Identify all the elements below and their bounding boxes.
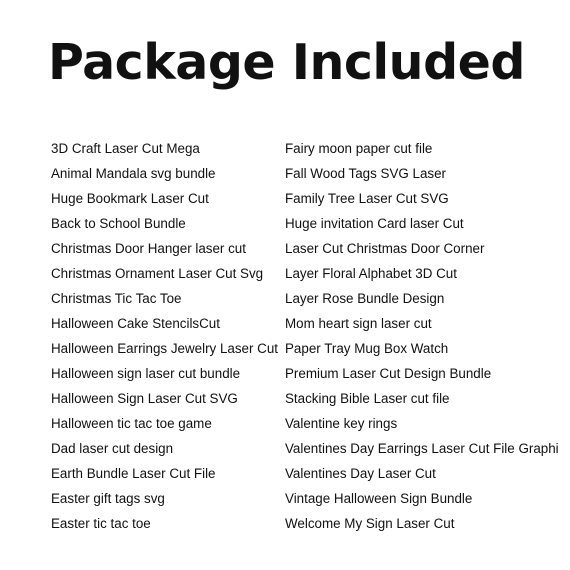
list-item: Easter tic tac toe [51, 516, 151, 531]
package-list-right [285, 136, 567, 536]
list-item: Vintage Halloween Sign Bundle [285, 491, 473, 506]
list-item: Valentines Day Laser Cut [285, 466, 436, 481]
list-item: Welcome My Sign Laser Cut [285, 516, 455, 531]
list-item: Fairy moon paper cut file [285, 141, 433, 156]
list-item: Stacking Bible Laser cut file [285, 391, 450, 406]
list-item: Halloween Sign Laser Cut SVG [51, 391, 238, 406]
list-item: Animal Mandala svg bundle [51, 166, 216, 181]
list-item: Huge invitation Card laser Cut [285, 216, 464, 231]
list-item: Christmas Ornament Laser Cut Svg [51, 266, 264, 281]
list-item: Dad laser cut design [51, 441, 174, 456]
list-item: Valentines Day Earrings Laser Cut File Graphi [285, 441, 559, 456]
list-item: Layer Floral Alphabet 3D Cut [285, 266, 457, 281]
list-item: Mom heart sign laser cut [285, 316, 432, 331]
list-item: Halloween tic tac toe game [51, 416, 212, 431]
list-item: Halloween Cake StencilsCut [51, 316, 220, 331]
list-item: Back to School Bundle [51, 216, 186, 231]
list-item: Laser Cut Christmas Door Corner [285, 241, 485, 256]
list-item: Christmas Tic Tac Toe [51, 291, 182, 306]
list-item: Easter gift tags svg [51, 491, 165, 506]
list-item: Paper Tray Mug Box Watch [285, 341, 449, 356]
list-item: Fall Wood Tags SVG Laser [285, 166, 447, 181]
list-item: 3D Craft Laser Cut Mega [51, 141, 200, 156]
package-list-left [51, 136, 279, 536]
list-item: Layer Rose Bundle Design [285, 291, 445, 306]
page-title: Package Included [48, 34, 525, 91]
list-item: Valentine key rings [285, 416, 398, 431]
list-item: Premium Laser Cut Design Bundle [285, 366, 492, 381]
list-item: Family Tree Laser Cut SVG [285, 191, 449, 206]
list-item: Christmas Door Hanger laser cut [51, 241, 246, 256]
list-item: Halloween sign laser cut bundle [51, 366, 241, 381]
list-item: Earth Bundle Laser Cut File [51, 466, 216, 481]
list-item: Huge Bookmark Laser Cut [51, 191, 209, 206]
list-item: Halloween Earrings Jewelry Laser Cut [51, 341, 278, 356]
